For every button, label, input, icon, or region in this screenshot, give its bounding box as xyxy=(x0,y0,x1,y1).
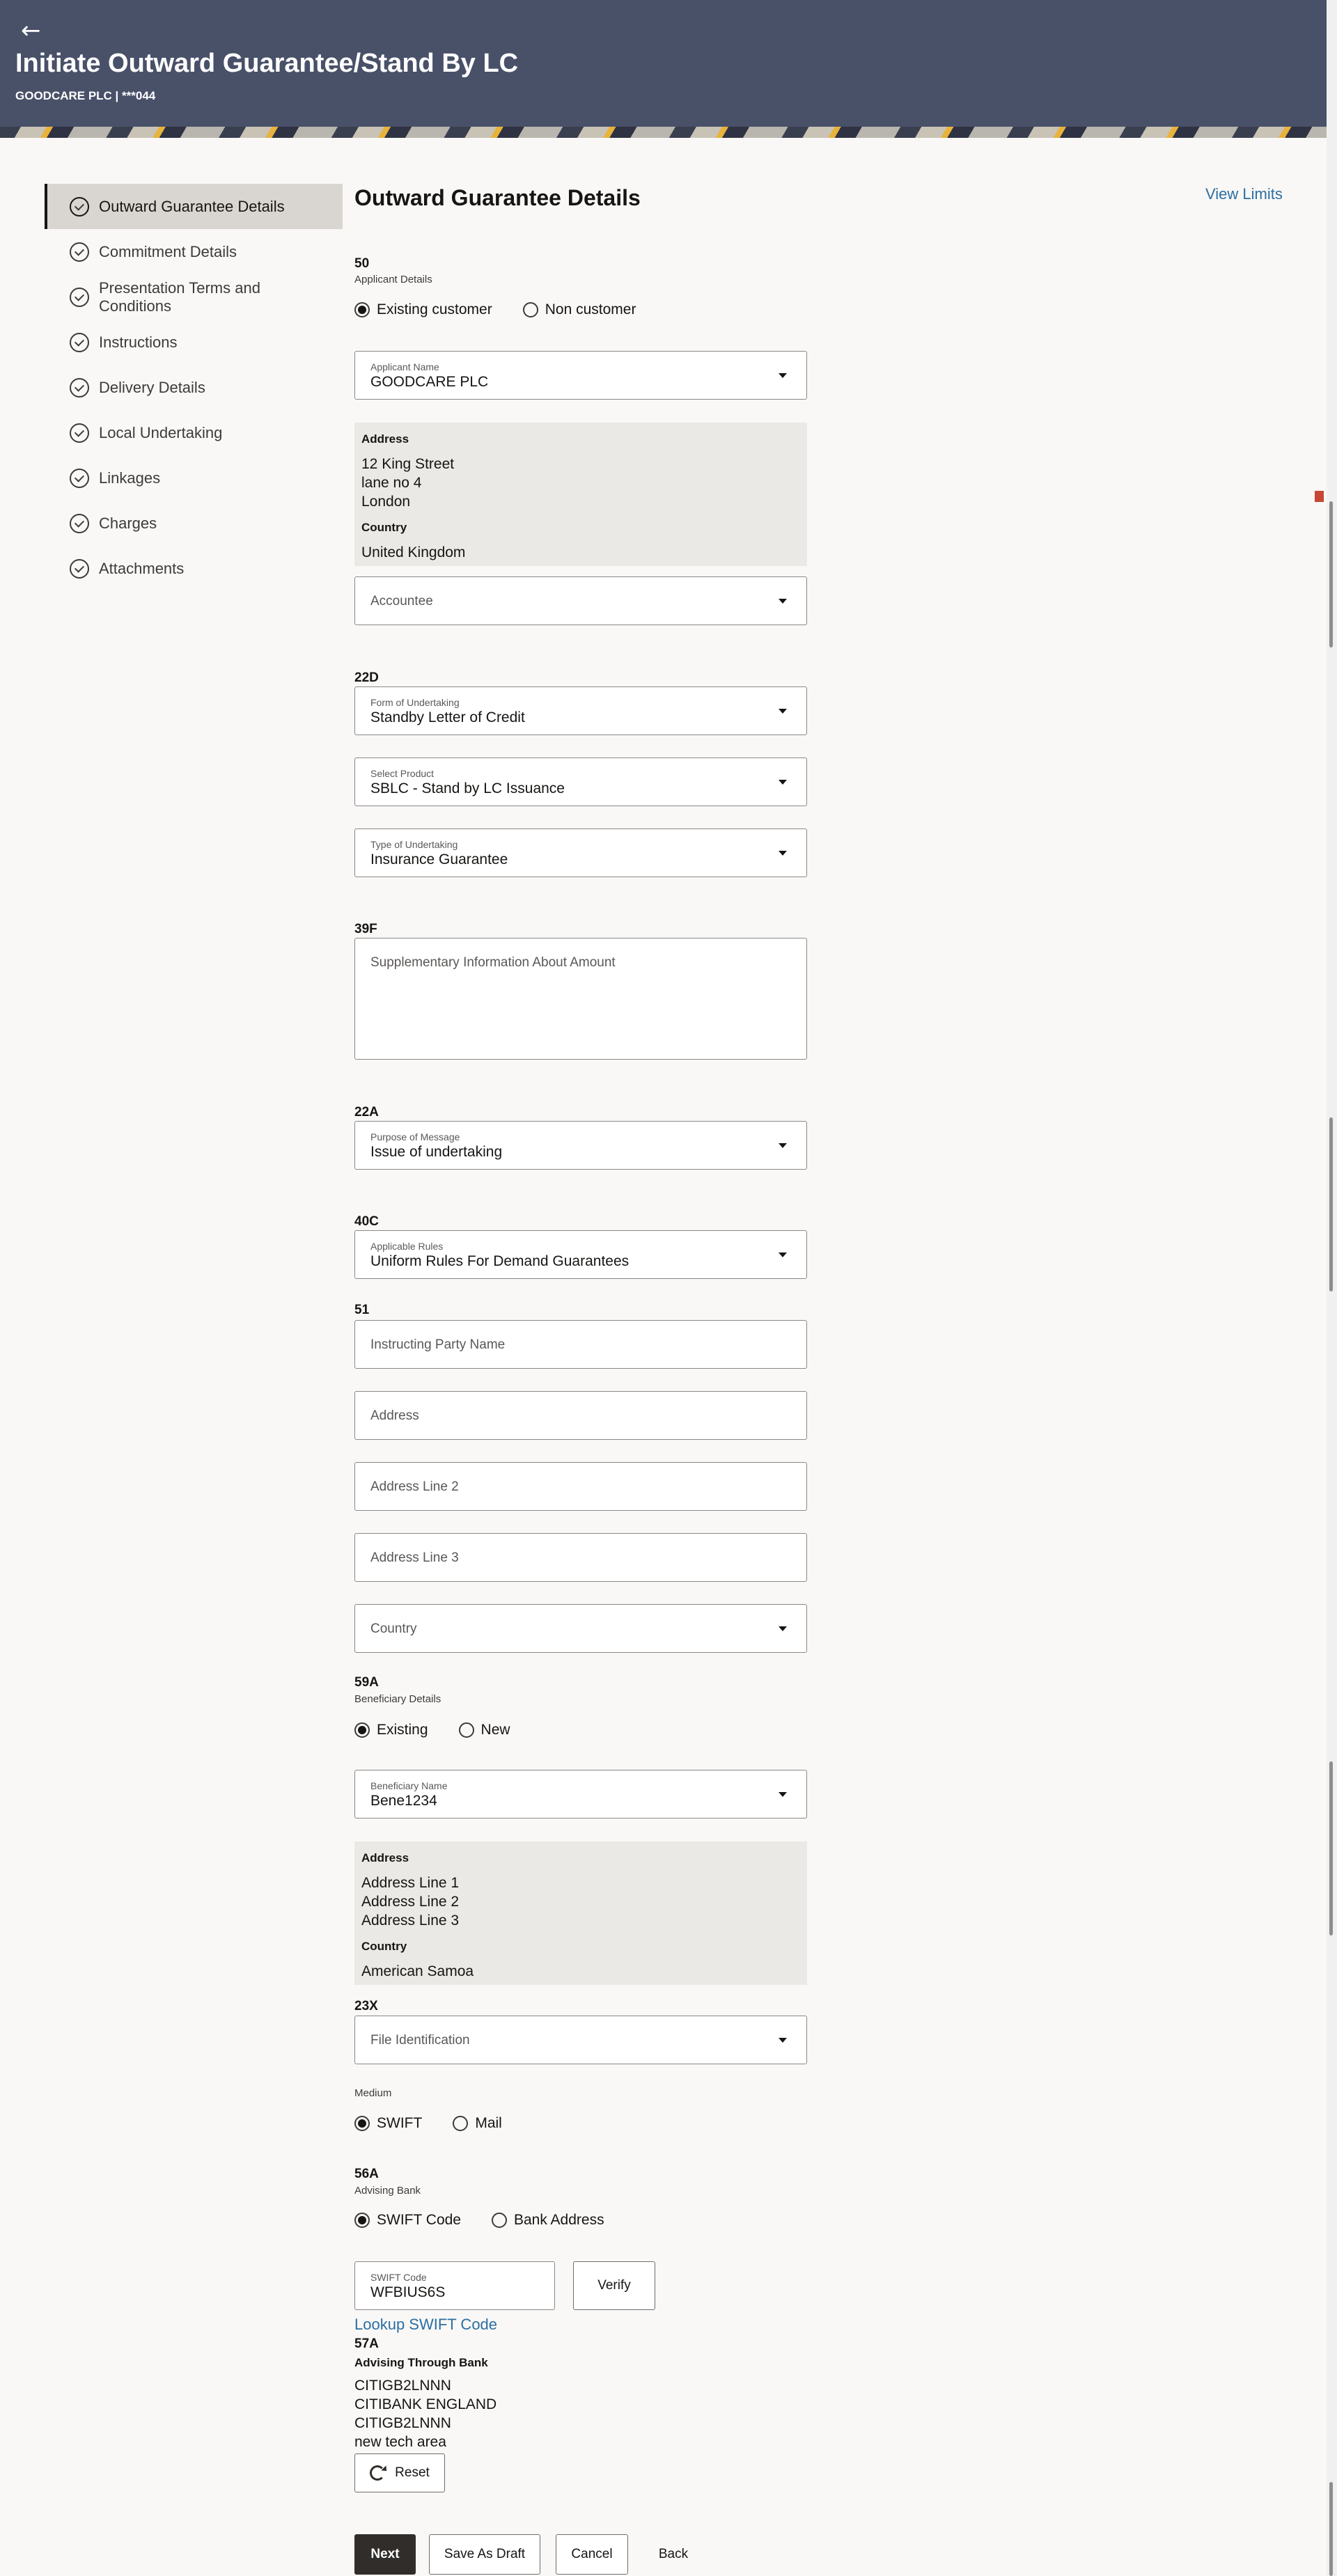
radio-empty-icon xyxy=(453,2116,468,2131)
chevron-down-icon xyxy=(779,1143,787,1148)
bank-address-radio[interactable]: Bank Address xyxy=(492,2212,604,2229)
verify-button[interactable]: Verify xyxy=(573,2261,655,2310)
scrollbar-thumb[interactable] xyxy=(1329,1117,1333,1291)
sidebar-item-instructions[interactable] xyxy=(45,320,343,365)
check-circle-icon xyxy=(70,197,89,217)
chevron-down-icon xyxy=(779,1792,787,1797)
new-beneficiary-radio[interactable]: New xyxy=(459,1722,510,1738)
select-product-select[interactable]: Select Product SBLC - Stand by LC Issuance xyxy=(354,757,807,806)
check-circle-icon xyxy=(70,423,89,443)
sidebar-item-local-undertaking[interactable] xyxy=(45,410,343,455)
existing-beneficiary-radio[interactable]: Existing xyxy=(354,1722,428,1738)
field-tag: 39F xyxy=(354,922,377,936)
swift-code-input[interactable]: SWIFT Code WFBIUS6S xyxy=(354,2261,555,2310)
supplementary-info-textarea[interactable]: Supplementary Information About Amount xyxy=(354,938,807,1060)
chevron-down-icon xyxy=(779,599,787,604)
field-tag: 50 xyxy=(354,256,370,271)
applicable-rules-select[interactable]: Applicable Rules Uniform Rules For Demand Guarantees xyxy=(354,1230,807,1279)
chevron-down-icon xyxy=(779,780,787,785)
radio-selected-icon xyxy=(354,2213,370,2228)
beneficiary-type-radio-group xyxy=(354,1722,510,1738)
chevron-down-icon xyxy=(779,851,787,856)
next-button[interactable]: Next xyxy=(354,2534,416,2575)
beneficiary-name-select[interactable]: Beneficiary Name Bene1234 xyxy=(354,1770,807,1819)
radio-empty-icon xyxy=(523,302,538,317)
check-circle-icon xyxy=(70,288,89,307)
chevron-down-icon xyxy=(779,1252,787,1257)
existing-customer-radio[interactable]: Existing customer xyxy=(354,301,492,318)
radio-empty-icon xyxy=(492,2213,507,2228)
sidebar-item-label: Commitment Details xyxy=(99,242,237,260)
mail-medium-radio[interactable]: Mail xyxy=(453,2115,502,2132)
scrollbar-thumb[interactable] xyxy=(1329,2482,1333,2576)
instructing-address-line3-input[interactable]: Address Line 3 xyxy=(354,1533,807,1582)
check-circle-icon xyxy=(70,559,89,579)
view-limits-link[interactable]: View Limits xyxy=(1205,185,1283,203)
file-identification-select[interactable]: File Identification xyxy=(354,2016,807,2064)
back-arrow-icon[interactable]: ← xyxy=(21,17,41,45)
advising-through-bank-label: Advising Through Bank xyxy=(354,2356,488,2369)
sidebar-item-label: Attachments xyxy=(99,559,185,577)
applicant-address-box: Address 12 King Street lane no 4 London Country United Kingdom xyxy=(354,423,807,566)
chevron-down-icon xyxy=(779,709,787,714)
field-tag: 22D xyxy=(354,670,379,685)
swift-medium-radio[interactable]: SWIFT xyxy=(354,2115,422,2132)
sidebar-item-presentation-terms[interactable] xyxy=(45,274,343,320)
page-title: Initiate Outward Guarantee/Stand By LC xyxy=(15,49,519,78)
lookup-swift-code-link[interactable]: Lookup SWIFT Code xyxy=(354,2316,498,2333)
sidebar-item-commitment-details[interactable] xyxy=(45,229,343,274)
chevron-down-icon xyxy=(779,1626,787,1631)
sidebar-item-outward-guarantee-details[interactable] xyxy=(45,184,343,229)
sidebar-item-label: Charges xyxy=(99,514,157,532)
field-tag: 40C xyxy=(354,1214,379,1229)
advising-bank-label: Advising Bank xyxy=(354,2185,421,2197)
section-title: Outward Guarantee Details xyxy=(354,185,641,210)
instructing-address-line2-input[interactable]: Address Line 2 xyxy=(354,1462,807,1511)
applicant-name-select[interactable]: Applicant Name GOODCARE PLC xyxy=(354,351,807,400)
sidebar-item-label: Linkages xyxy=(99,469,161,487)
sidebar-item-label: Presentation Terms and Conditions xyxy=(99,278,260,315)
header-decorative-band xyxy=(0,127,1327,138)
advising-bank-radio-group xyxy=(354,2212,604,2229)
sidebar-item-label: Local Undertaking xyxy=(99,423,223,441)
radio-empty-icon xyxy=(459,1722,474,1738)
chevron-down-icon xyxy=(779,2038,787,2043)
beneficiary-details-label: Beneficiary Details xyxy=(354,1693,441,1705)
instructing-party-name-input[interactable]: Instructing Party Name xyxy=(354,1320,807,1369)
field-tag: 23X xyxy=(354,1999,378,2013)
non-customer-radio[interactable]: Non customer xyxy=(523,301,636,318)
chevron-down-icon xyxy=(779,373,787,378)
field-tag: 51 xyxy=(354,1303,370,1317)
field-tag: 22A xyxy=(354,1105,379,1120)
reset-button[interactable]: Reset xyxy=(354,2453,445,2492)
applicant-type-radio-group xyxy=(354,301,636,318)
save-as-draft-button[interactable]: Save As Draft xyxy=(429,2534,540,2575)
check-circle-icon xyxy=(70,469,89,488)
sidebar-item-linkages[interactable] xyxy=(45,455,343,501)
sidebar-item-delivery-details[interactable] xyxy=(45,365,343,410)
sidebar-item-attachments[interactable] xyxy=(45,546,343,591)
medium-radio-group xyxy=(354,2115,502,2132)
check-circle-icon xyxy=(70,378,89,398)
instructing-address-input[interactable]: Address xyxy=(354,1391,807,1440)
instructing-country-select[interactable]: Country xyxy=(354,1604,807,1653)
accountee-select[interactable]: Accountee xyxy=(354,576,807,625)
sidebar-item-label: Instructions xyxy=(99,333,178,351)
check-circle-icon xyxy=(70,333,89,352)
check-circle-icon xyxy=(70,242,89,262)
scrollbar-thumb[interactable] xyxy=(1329,1761,1333,1935)
purpose-of-message-select[interactable]: Purpose of Message Issue of undertaking xyxy=(354,1121,807,1170)
sidebar-item-label: Delivery Details xyxy=(99,378,205,396)
account-subtitle: GOODCARE PLC | ***044 xyxy=(15,89,156,102)
field-tag: 57A xyxy=(354,2337,379,2351)
field-tag: 59A xyxy=(354,1675,379,1690)
beneficiary-address-box: Address Address Line 1 Address Line 2 Address Line 3 Country American Samoa xyxy=(354,1841,807,1985)
radio-selected-icon xyxy=(354,1722,370,1738)
sidebar-item-label: Outward Guarantee Details xyxy=(99,197,285,215)
applicant-details-label: Applicant Details xyxy=(354,274,432,285)
sidebar-nav xyxy=(45,184,343,591)
scroll-position-marker xyxy=(1315,491,1324,502)
page-header xyxy=(0,0,1327,138)
advising-through-bank-details: CITIGB2LNNN CITIBANK ENGLAND CITIGB2LNNN new tech area xyxy=(354,2378,497,2450)
form-of-undertaking-select[interactable]: Form of Undertaking Standby Letter of Credit xyxy=(354,686,807,735)
medium-label: Medium xyxy=(354,2087,392,2099)
reset-icon xyxy=(370,2465,385,2481)
swift-code-radio[interactable]: SWIFT Code xyxy=(354,2212,461,2229)
cancel-button[interactable]: Cancel xyxy=(556,2534,628,2575)
field-tag: 56A xyxy=(354,2167,379,2181)
radio-selected-icon xyxy=(354,2116,370,2131)
check-circle-icon xyxy=(70,514,89,533)
sidebar-item-charges[interactable] xyxy=(45,501,343,546)
back-button[interactable]: Back xyxy=(658,2547,689,2561)
type-of-undertaking-select[interactable]: Type of Undertaking Insurance Guarantee xyxy=(354,828,807,877)
scrollbar[interactable] xyxy=(1327,0,1337,2576)
scrollbar-thumb[interactable] xyxy=(1329,501,1333,647)
radio-selected-icon xyxy=(354,302,370,317)
